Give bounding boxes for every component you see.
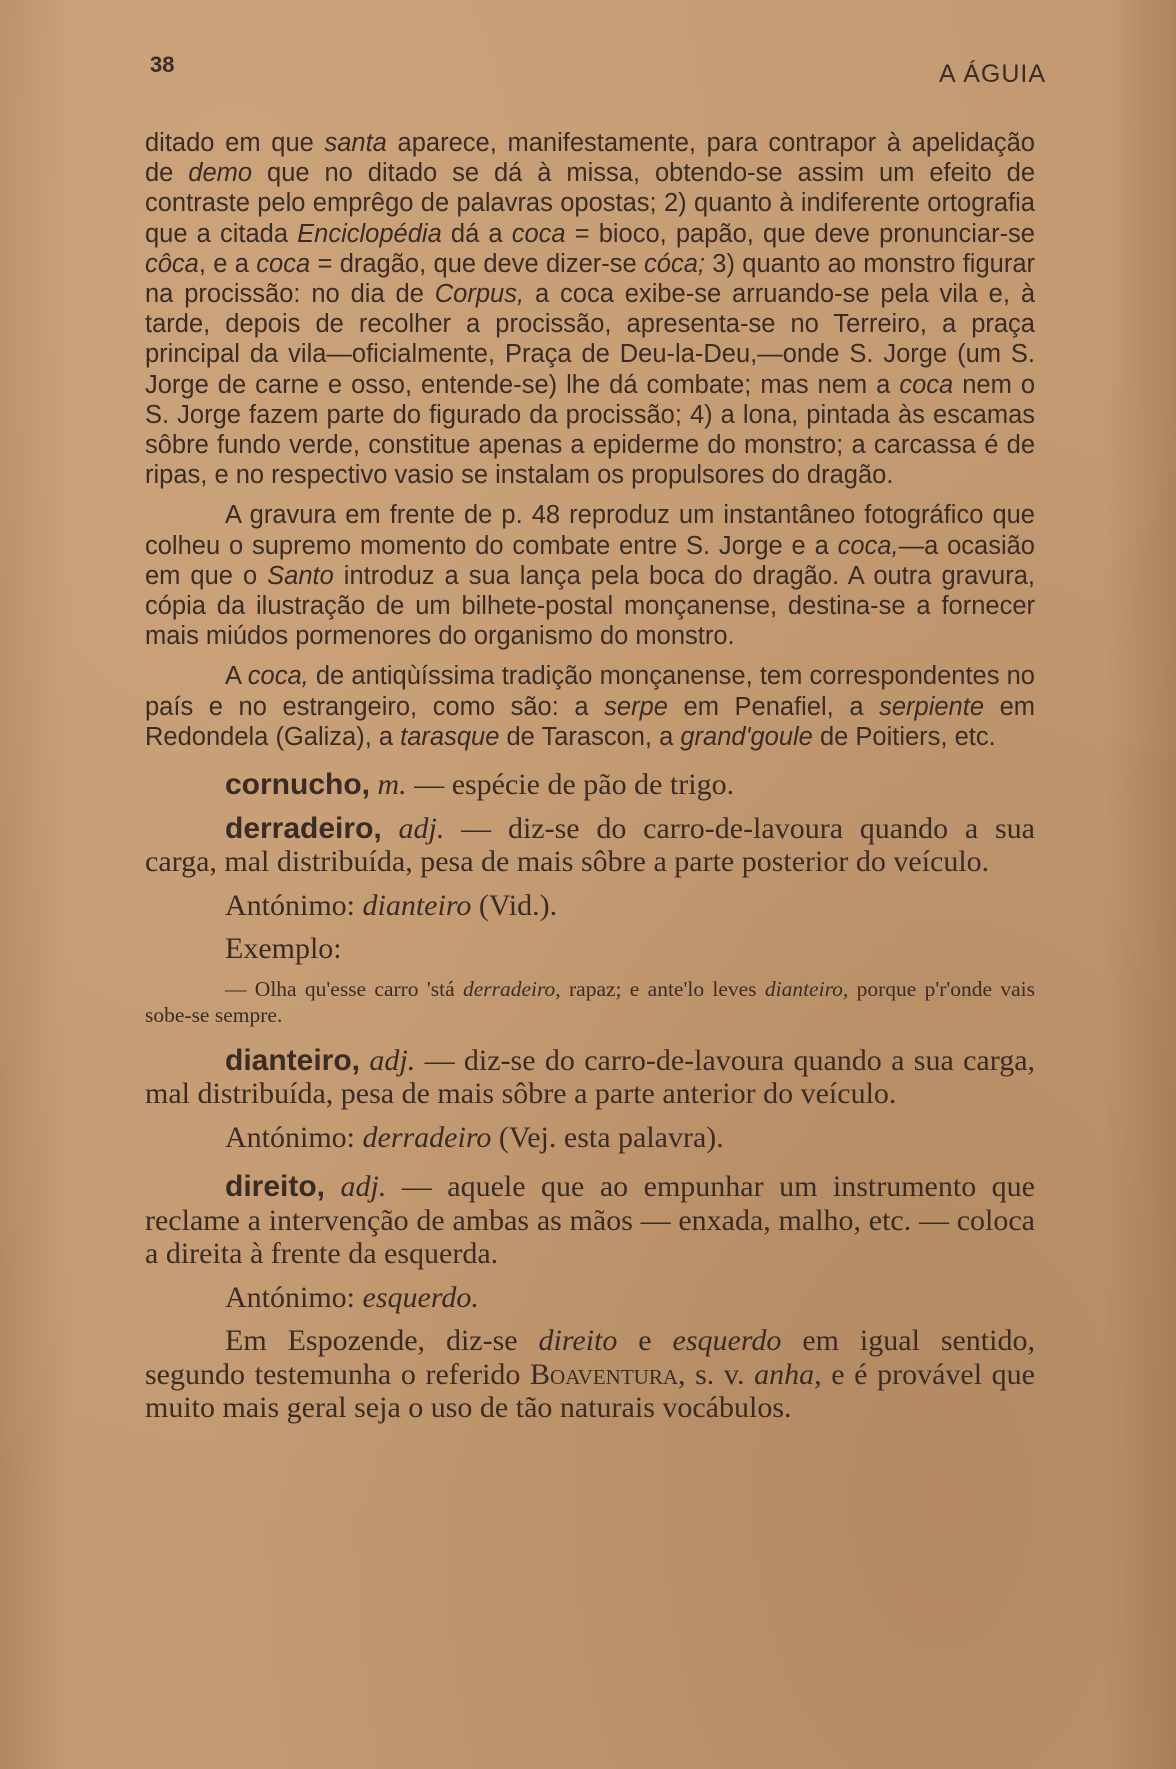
paragraph-coca: A coca, de antiqùíssima tradição monçanense, tem correspondentes no país e no estrangeiro, como são: a serpe em Penafiel, a serpiente em Redondela (Galiza), a tarasque de Tarascon, a grand'goule de Poitiers, etc. xyxy=(145,662,1035,751)
page-number: 38 xyxy=(150,52,175,77)
paragraph-continuation: ditado em que santa aparece, manifestamente, para contrapor à apelidação de demo que no ditado se dá à missa, obtendo-se assim um efeito de contraste pelo emprêgo de palavras opostas; 2) quanto à indiferente ortografia que a citada Enciclopédia dá a coca = bioco, papão, que deve pronunciar-se côca, e a coca = dragão, que deve dizer-se cóca; 3) quanto ao monstro figurar na procissão: no dia de Corpus, a coca exibe-se arruando-se pela vila e, à tarde, depois de recolher a procissão, apresenta-se no Terreiro, a praça principal da vila—oficialmente, Praça de Deu-la-Deu,—onde S. Jorge (um S. Jorge de carne e osso, entende-se) lhe dá combate; mas nem a coca nem o S. Jorge fazem parte do figurado da procissão; 4) a lona, pintada às escamas sôbre fundo verde, constitue apenas a epiderme do monstro; a carcassa é de ripas, e no respectivo vasio se instalam os propulsores do dragão. xyxy=(145,129,1035,490)
antonym-derradeiro: Antónimo: dianteiro (Vid.). xyxy=(225,888,558,922)
entry-cornucho: cornucho, m. — espécie de pão de trigo. xyxy=(225,768,735,802)
page-body xyxy=(145,128,1035,1425)
entry-derradeiro: derradeiro, adj. — diz-se do carro-de-lavoura quando a sua carga, mal distribuída, pesa de mais sôbre a parte posterior do veículo. xyxy=(145,811,1035,879)
note-espozende: Em Espozende, diz-se direito e esquerdo em igual sentido, segundo testemunha o referido Boaventura, s. v. anha, e é provável que muito mais geral seja o uso de tão naturais vocábulos. xyxy=(145,1324,1035,1425)
headword: derradeiro, xyxy=(225,811,382,845)
antonym-direito: Antónimo: esquerdo. xyxy=(225,1280,479,1314)
running-head: A ÁGUIA xyxy=(938,60,1046,88)
example-quote: — Olha qu'esse carro 'stá derradeiro, rapaz; e ante'lo leves dianteiro, porque p'r'onde vais sobe-se sempre. xyxy=(145,976,1035,1027)
headword: direito, xyxy=(225,1170,326,1204)
paragraph-gravura: A gravura em frente de p. 48 reproduz um instantâneo fotográfico que colheu o supremo momento do combate entre S. Jorge e a coca,—a ocasião em que o Santo introduz a sua lança pela boca do dragão. A outra gravura, cópia da ilustração de um bilhete-postal monçanense, destina-se a fornecer mais miúdos pormenores do organismo do monstro. xyxy=(145,501,1035,651)
headword: dianteiro, xyxy=(225,1043,361,1077)
page-header xyxy=(150,52,1046,92)
headword: cornucho, xyxy=(225,768,371,802)
entry-direito: direito, adj. — aquele que ao empunhar um instrumento que reclame a intervenção de ambas as mãos — enxada, malho, etc. — coloca a direita à frente da esquerda. xyxy=(145,1170,1036,1271)
antonym-dianteiro: Antónimo: derradeiro (Vej. esta palavra). xyxy=(225,1120,724,1154)
example-label: Exemplo: xyxy=(225,932,342,966)
entry-dianteiro: dianteiro, adj. — diz-se do carro-de-lavoura quando a sua carga, mal distribuída, pesa de mais sôbre a parte anterior do veículo. xyxy=(145,1043,1036,1111)
